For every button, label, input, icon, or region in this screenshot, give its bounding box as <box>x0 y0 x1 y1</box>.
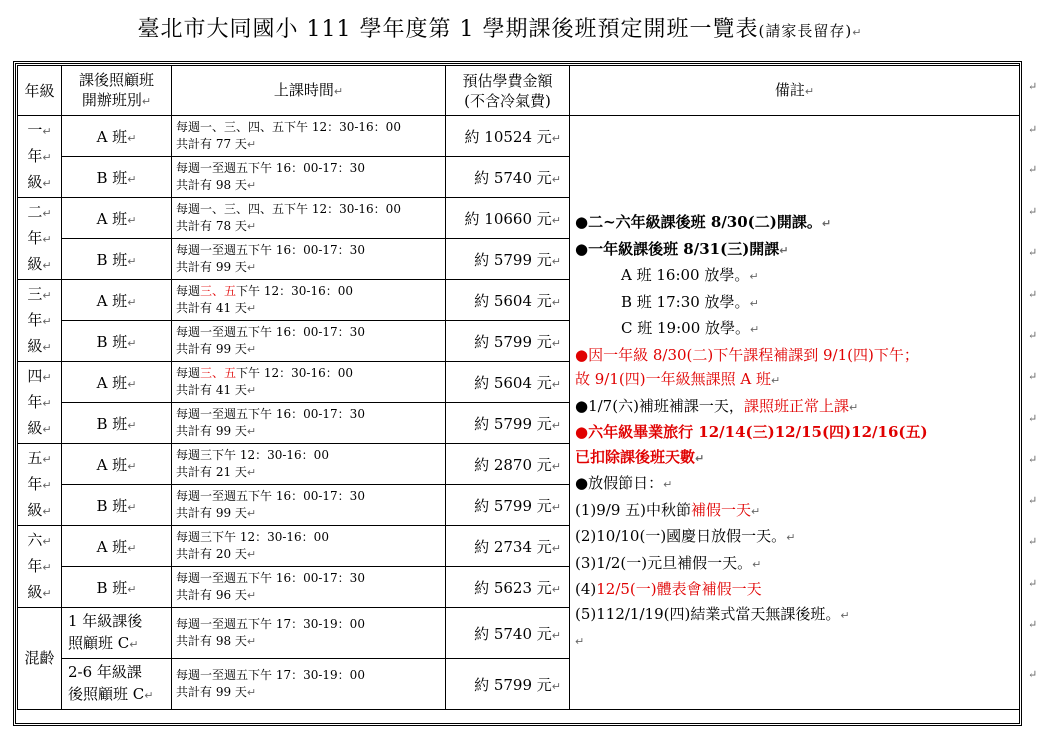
grade-char: 年 <box>27 146 43 165</box>
time-cell: 每週一至週五下午 16：00-17：30 共計有 96 天↵ <box>172 567 446 608</box>
grade-cell: 二↵ 年↵ 級↵ <box>18 198 62 280</box>
fee-cell: 約 5799 元↵ <box>446 659 570 710</box>
paragraph-mark-icon: ↵ <box>1028 535 1038 548</box>
grade-cell: 一↵ 年↵ 級↵ <box>18 116 62 198</box>
grade-char: 級 <box>27 500 43 519</box>
note-item: ●放假節日：↵ <box>575 474 673 492</box>
grade-char: 級 <box>27 172 43 191</box>
header-fee: 預估學費金額 (不含冷氣費) <box>446 66 570 116</box>
class-cell: B 班↵ <box>62 239 172 280</box>
fee-cell: 約 5799 元↵ <box>446 403 570 444</box>
note-item: ●六年級畢業旅行 12/14(三)12/15(四)12/16(五) <box>575 423 928 441</box>
note-item: 故 9/1(四)一年級無課照 A 班↵ <box>575 370 781 388</box>
grade-cell: 五↵ 年↵ 級↵ <box>18 444 62 526</box>
side-paragraph-marks <box>1028 68 1042 718</box>
time-cell: 每週一至週五下午 17：30-19：00 共計有 99 天↵ <box>172 659 446 710</box>
header-class: 課後照顧班 開辦班別↵ <box>62 66 172 116</box>
notes-list <box>575 210 928 655</box>
schedule-table <box>17 65 1020 710</box>
time-cell: 每週一至週五下午 16：00-17：30 共計有 99 天↵ <box>172 485 446 526</box>
class-cell: B 班↵ <box>62 403 172 444</box>
grade-char: 年 <box>27 310 43 329</box>
fee-cell: 約 5604 元↵ <box>446 362 570 403</box>
time-cell: 每週一至週五下午 16：00-17：30 共計有 99 天↵ <box>172 239 446 280</box>
grade-char: 年 <box>27 556 43 575</box>
title-note: (請家長留存) <box>758 22 853 40</box>
fee-cell: 約 5623 元↵ <box>446 567 570 608</box>
paragraph-mark-icon: ↵ <box>1028 494 1038 507</box>
paragraph-mark-icon: ↵ <box>1028 577 1038 590</box>
class-cell: B 班↵ <box>62 321 172 362</box>
grade-char: 四 <box>27 366 43 385</box>
note-item: (5)112/1/19(四)結業式當天無課後班。↵ <box>575 604 850 623</box>
header-row <box>18 66 1020 116</box>
class-cell: A 班↵ <box>62 444 172 485</box>
paragraph-mark-icon: ↵ <box>1028 163 1038 176</box>
fee-cell: 約 5740 元↵ <box>446 608 570 659</box>
note-item: C 班 19:00 放學。↵ <box>621 319 760 337</box>
note-item: (3)1/2(一)元旦補假一天。↵ <box>575 553 762 572</box>
time-cell: 每週三、五下午 12：30-16：00 共計有 41 天↵ <box>172 280 446 321</box>
class-cell: 2-6 年級課 後照顧班 C↵ <box>62 659 172 710</box>
fee-cell: 約 5604 元↵ <box>446 280 570 321</box>
paragraph-mark-icon: ↵ <box>852 26 863 39</box>
note-item: ↵ <box>575 635 585 648</box>
grade-char: 年 <box>27 474 43 493</box>
grade-char: 級 <box>27 582 43 601</box>
time-cell: 每週一、三、四、五下午 12：30-16：00 共計有 77 天↵ <box>172 116 446 157</box>
class-cell: A 班↵ <box>62 116 172 157</box>
time-cell: 每週三下午 12：30-16：00 共計有 20 天↵ <box>172 526 446 567</box>
time-cell: 每週三、五下午 12：30-16：00 共計有 41 天↵ <box>172 362 446 403</box>
note-item: B 班 17:30 放學。↵ <box>621 292 759 311</box>
time-cell: 每週一、三、四、五下午 12：30-16：00 共計有 78 天↵ <box>172 198 446 239</box>
grade-cell-mixed: 混齡 <box>18 608 62 710</box>
grade-char: 級 <box>27 418 43 437</box>
time-cell: 每週三下午 12：30-16：00 共計有 21 天↵ <box>172 444 446 485</box>
paragraph-mark-icon: ↵ <box>1028 453 1038 466</box>
notes-cell <box>570 116 1020 710</box>
grade-char: 六 <box>27 530 43 549</box>
class-cell: A 班↵ <box>62 362 172 403</box>
class-cell: B 班↵ <box>62 157 172 198</box>
time-cell: 每週一至週五下午 16：00-17：30 共計有 99 天↵ <box>172 321 446 362</box>
fee-cell: 約 5799 元↵ <box>446 485 570 526</box>
grade-char: 級 <box>27 336 43 355</box>
time-cell: 每週一至週五下午 16：00-17：30 共計有 99 天↵ <box>172 403 446 444</box>
time-cell: 每週一至週五下午 17：30-19：00 共計有 98 天↵ <box>172 608 446 659</box>
fee-cell: 約 10524 元↵ <box>446 116 570 157</box>
grade-char: 一 <box>27 120 43 139</box>
grade-cell: 四↵ 年↵ 級↵ <box>18 362 62 444</box>
paragraph-mark-icon: ↵ <box>1028 329 1038 342</box>
fee-cell: 約 2870 元↵ <box>446 444 570 485</box>
fee-cell: 約 5799 元↵ <box>446 321 570 362</box>
class-cell: A 班↵ <box>62 526 172 567</box>
note-item: ●一年級課後班 8/31(三)開課↵ <box>575 239 789 258</box>
note-item: (2)10/10(一)國慶日放假一天。↵ <box>575 527 796 545</box>
paragraph-mark-icon: ↵ <box>1028 370 1038 383</box>
grade-cell: 三↵ 年↵ 級↵ <box>18 280 62 362</box>
grade-cell: 六↵ 年↵ 級↵ <box>18 526 62 608</box>
note-item: ●1/7(六)補班補課一天，課照班正常上課↵ <box>575 396 859 415</box>
class-cell: A 班↵ <box>62 280 172 321</box>
grade-char: 年 <box>27 228 43 247</box>
class-cell: B 班↵ <box>62 567 172 608</box>
fee-cell: 約 2734 元↵ <box>446 526 570 567</box>
paragraph-mark-icon: ↵ <box>1028 668 1038 681</box>
paragraph-mark-icon: ↵ <box>1028 412 1038 425</box>
grade-char: 三 <box>27 284 43 303</box>
grade-char: 二 <box>27 202 43 221</box>
table-row <box>18 116 1020 157</box>
note-item: 已扣除課後班天數↵ <box>575 447 705 466</box>
paragraph-mark-icon: ↵ <box>1028 618 1038 631</box>
grade-char: 年 <box>27 392 43 411</box>
class-cell: 1 年級課後 照顧班 C↵ <box>62 608 172 659</box>
time-cell: 每週一至週五下午 16：00-17：30 共計有 98 天↵ <box>172 157 446 198</box>
title-main: 臺北市大同國小 111 學年度第 1 學期課後班預定開班一覽表 <box>137 17 759 42</box>
class-cell: A 班↵ <box>62 198 172 239</box>
note-item: ●因一年級 8/30(二)下午課程補課到 9/1(四)下午； <box>575 345 919 364</box>
paragraph-mark-icon: ↵ <box>1028 246 1038 259</box>
fee-cell: 約 5799 元↵ <box>446 239 570 280</box>
note-item: (1)9/9 五)中秋節補假一天↵ <box>575 500 761 519</box>
note-item: (4)12/5(一)體表會補假一天 <box>575 580 762 598</box>
header-grade: 年級 <box>18 66 62 116</box>
header-notes: 備註↵ <box>570 66 1020 116</box>
paragraph-mark-icon: ↵ <box>1028 123 1038 136</box>
paragraph-mark-icon: ↵ <box>1028 205 1038 218</box>
note-item: ●二~六年級課後班 8/30(二)開課。↵ <box>575 213 832 231</box>
paragraph-mark-icon: ↵ <box>1028 288 1038 301</box>
fee-cell: 約 5740 元↵ <box>446 157 570 198</box>
paragraph-mark-icon: ↵ <box>1028 80 1038 93</box>
fee-cell: 約 10660 元↵ <box>446 198 570 239</box>
page-title <box>0 12 1000 43</box>
grade-char: 級 <box>27 254 43 273</box>
note-item: A 班 16:00 放學。↵ <box>621 266 759 284</box>
header-time: 上課時間↵ <box>172 66 446 116</box>
class-cell: B 班↵ <box>62 485 172 526</box>
grade-char: 五 <box>27 448 43 467</box>
